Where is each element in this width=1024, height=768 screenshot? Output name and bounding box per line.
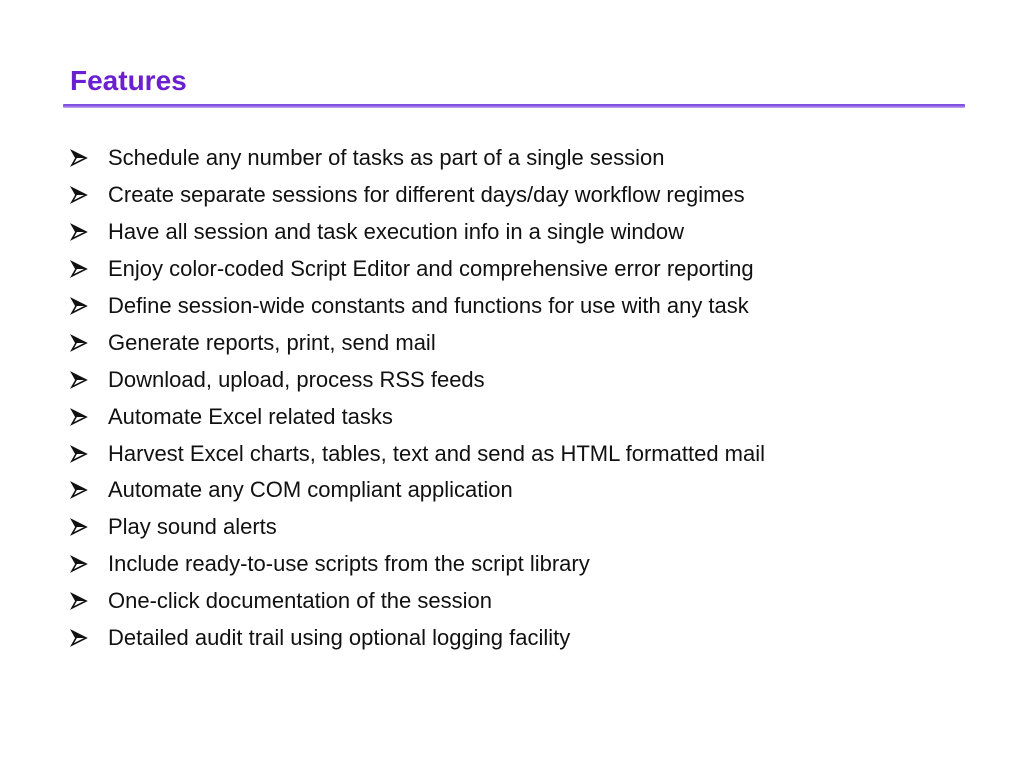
arrowhead-bullet-icon: [70, 260, 88, 278]
feature-text: Automate any COM compliant application: [108, 477, 513, 503]
arrowhead-bullet-icon: [70, 481, 88, 499]
feature-text: Include ready-to-use scripts from the script library: [108, 551, 590, 577]
arrowhead-bullet-icon: [70, 371, 88, 389]
feature-item: [70, 620, 765, 657]
arrowhead-bullet-icon: [70, 149, 88, 167]
feature-list: [70, 140, 765, 656]
feature-item: [70, 214, 765, 251]
arrowhead-bullet-icon: [70, 334, 88, 352]
feature-item: [70, 435, 765, 472]
arrowhead-bullet-icon: [70, 186, 88, 204]
feature-text: Harvest Excel charts, tables, text and send as HTML formatted mail: [108, 440, 766, 466]
arrowhead-bullet-icon: [70, 408, 88, 426]
feature-item: [70, 140, 765, 177]
arrowhead-bullet-icon: [70, 518, 88, 536]
feature-item: [70, 583, 765, 620]
feature-item: [70, 509, 765, 546]
arrowhead-bullet-icon: [70, 629, 88, 647]
feature-text: Have all session and task execution info in a single window: [108, 219, 684, 245]
feature-text: Schedule any number of tasks as part of a single session: [108, 145, 665, 171]
feature-item: [70, 251, 765, 288]
feature-text: Enjoy color-coded Script Editor and comprehensive error reporting: [108, 256, 754, 282]
feature-text: One-click documentation of the session: [108, 588, 492, 614]
arrowhead-bullet-icon: [70, 223, 88, 241]
feature-item: [70, 361, 765, 398]
feature-item: [70, 177, 765, 214]
feature-text: Define session-wide constants and functions for use with any task: [108, 293, 749, 318]
feature-item: [70, 288, 765, 325]
feature-text: Automate Excel related tasks: [108, 403, 393, 429]
feature-text: Play sound alerts: [108, 514, 277, 540]
feature-text: Create separate sessions for different days/day workflow regimes: [108, 182, 745, 208]
feature-text: Download, upload, process RSS feeds: [108, 366, 485, 392]
arrowhead-bullet-icon: [70, 445, 88, 463]
title-divider: [63, 104, 965, 108]
feature-text: Detailed audit trail using optional logging facility: [108, 625, 571, 651]
arrowhead-bullet-icon: [70, 555, 88, 573]
feature-item: [70, 324, 765, 361]
arrowhead-bullet-icon: [70, 592, 88, 610]
feature-text: Generate reports, print, send mail: [108, 329, 436, 355]
feature-item: [70, 472, 765, 509]
feature-item: [70, 398, 765, 435]
arrowhead-bullet-icon: [70, 297, 88, 315]
feature-item: [70, 546, 765, 583]
slide-title: Features: [70, 65, 187, 96]
